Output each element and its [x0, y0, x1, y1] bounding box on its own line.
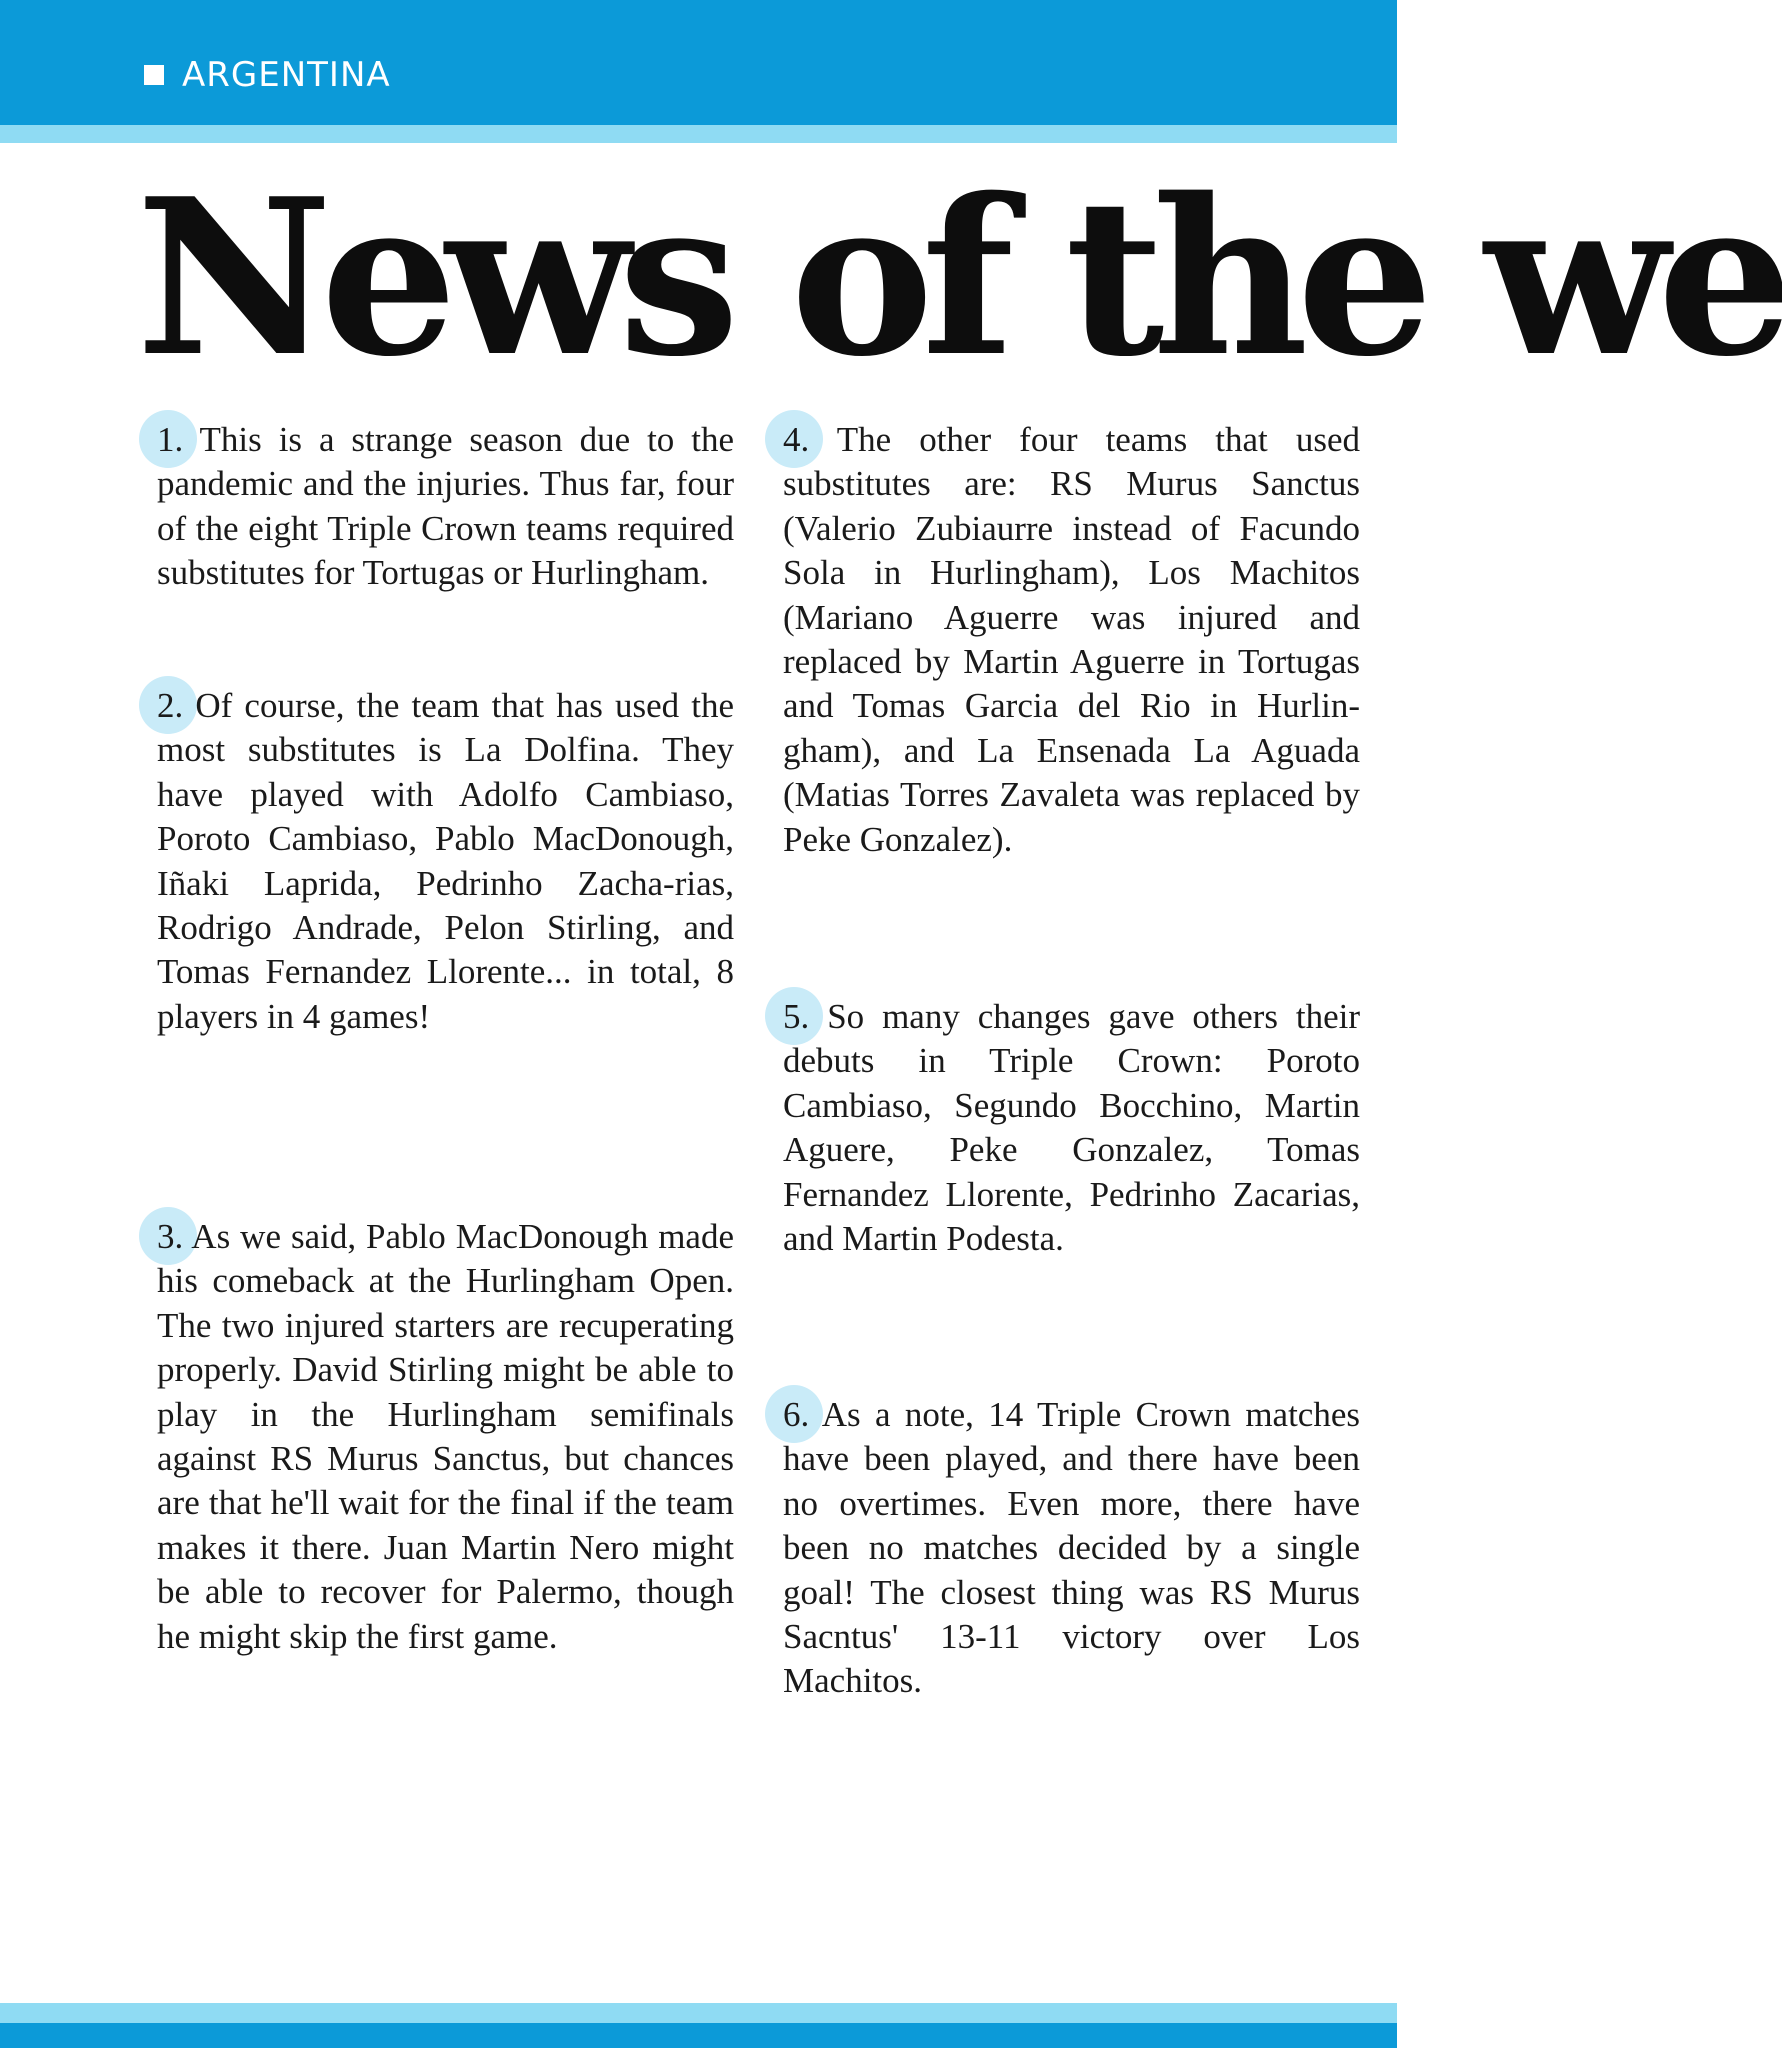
- section-tag: [144, 55, 391, 95]
- header-stripe: [0, 125, 1397, 143]
- item-text: Of course, the team that has used the most substitutes is La Dolfina. They have played with Adolfo Cambiaso, Poroto Cambiaso, Pablo MacDonough, Iñaki Laprida, Pedrinho Zacha-rias, Rodrigo Andrade, Pelon Stirling, and Tomas Fernandez Llorente... in total, 8 players in 4 games!: [157, 686, 735, 1036]
- news-item-1: [157, 418, 734, 596]
- footer-stripe: [0, 2003, 1397, 2023]
- headline-container: [0, 150, 1782, 404]
- item-number: 6.: [783, 1395, 810, 1434]
- item-number: 3.: [157, 1217, 184, 1256]
- section-label: ARGENTINA: [182, 55, 391, 95]
- item-text: This is a strange season due to the pandemic and the injuries. Thus far, four of the eight Triple Crown teams required substitutes for Tortugas or Hurlingham.: [157, 420, 734, 593]
- square-bullet-icon: [144, 65, 164, 85]
- item-number: 4.: [783, 420, 810, 459]
- news-item-3: [157, 1215, 734, 1659]
- item-number: 1.: [157, 420, 184, 459]
- news-item-6: [783, 1393, 1360, 1704]
- item-number: 5.: [783, 997, 810, 1036]
- footer-bar: [0, 2023, 1397, 2048]
- item-text: As a note, 14 Triple Crown matches have been played, and there have been no overtimes. Even more, there have been no matches decided by a single goal! The closest thing was RS Murus Sacntus' 13-11 victory over Los Machitos.: [783, 1395, 1360, 1701]
- page-title: News of the we: [136, 151, 1782, 404]
- news-item-4: [783, 418, 1360, 862]
- news-item-5: [783, 995, 1360, 1261]
- news-item-2: [157, 684, 734, 1039]
- item-text: As we said, Pablo MacDonough made his comeback at the Hurlingham Open. The two injured starters are recuperating properly. David Stirling might be able to play in the Hurlingham semifinals against RS Murus Sanctus, but chances are that he'll wait for the final if the team makes it there. Juan Martin Nero might be able to recover for Palermo, though he might skip the first game.: [157, 1217, 734, 1656]
- item-text: So many changes gave others their debuts in Triple Crown: Poroto Cambiaso, Segundo Bocchino, Martin Aguere, Peke Gonzalez, Tomas Fernandez Llorente, Pedrinho Zacarias, and Martin Podesta.: [783, 997, 1361, 1259]
- item-number: 2.: [157, 686, 184, 725]
- item-text: The other four teams that used substitutes are: RS Murus Sanctus (Valerio Zubiaurre instead of Facundo Sola in Hurlingham), Los Machitos (Mariano Aguerre was injured and replaced by Martin Aguerre in Tortugas and Tomas Garcia del Rio in Hurlin-gham), and La Ensenada La Aguada (Matias Torres Zavaleta was replaced by Peke Gonzalez).: [783, 420, 1360, 859]
